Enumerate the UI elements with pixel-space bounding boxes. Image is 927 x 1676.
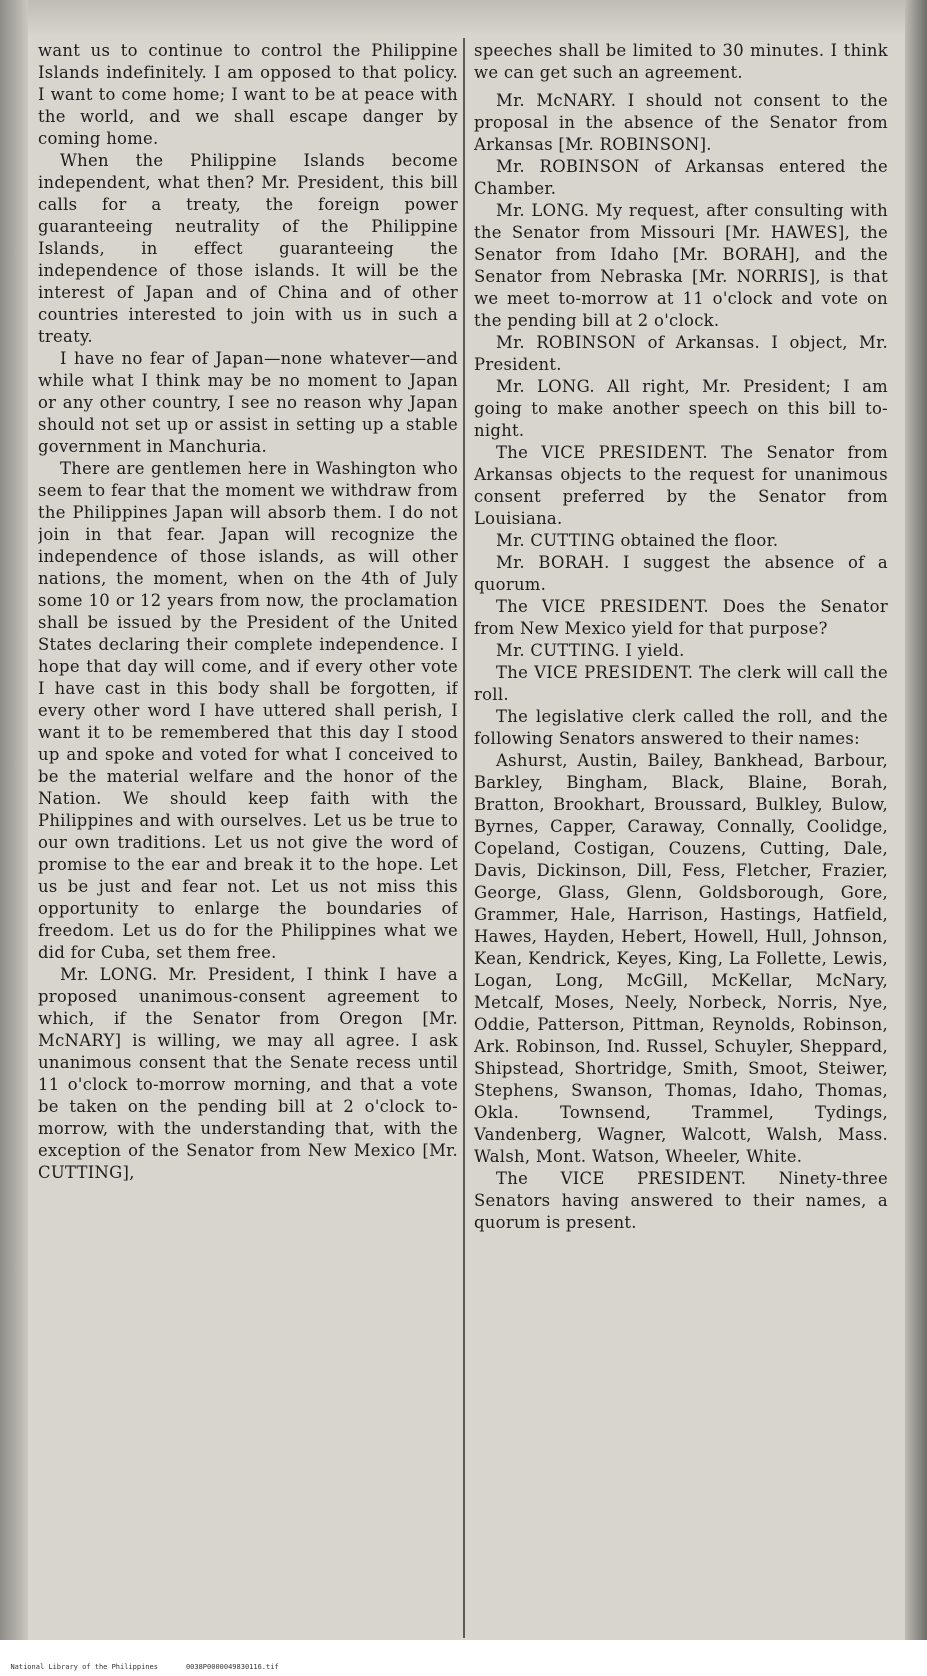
paragraph: The VICE PRESIDENT. The clerk will call the roll.: [474, 663, 888, 704]
paragraph: want us to continue to control the Philippine Islands indefinitely. I am opposed to that policy. I want to come home; I want to be at peace with the world, and we shall escape danger by coming home.: [38, 41, 458, 148]
paragraph: Mr. BORAH. I suggest the absence of a quorum.: [474, 553, 888, 594]
column-divider: [463, 38, 465, 1638]
left-text-column: [38, 40, 458, 1640]
senator-roll-list: Ashurst, Austin, Bailey, Bankhead, Barbour, Barkley, Bingham, Black, Blaine, Borah, Bratton, Brookhart, Broussard, Bulkley, Bulow, Byrnes, Capper, Caraway, Connally, Coolidge, Copeland, Costigan, Couzens, Cutting, Dale, Davis, Dickinson, Dill, Fess, Fletcher, Frazier, George, Glass, Glenn, Goldsborough, Gore, Grammer, Hale, Harrison, Hastings, Hatfield, Hawes, Hayden, Hebert, Howell, Hull, Johnson, Kean, Kendrick, Keyes, King, La Follette, Lewis, Logan, Long, McGill, McKellar, McNary, Metcalf, Moses, Neely, Norbeck, Norris, Nye, Oddie, Patterson, Pittman, Reynolds, Robinson, Ark. Robinson, Ind. Russel, Schuyler, Sheppard, Shipstead, Shortridge, Smith, Smoot, Steiwer, Stephens, Swanson, Thomas, Idaho, Thomas, Okla. Townsend, Trammel, Tydings, Vandenberg, Wagner, Walcott, Walsh, Mass. Walsh, Mont. Watson, Wheeler, White.: [474, 751, 888, 1166]
paragraph: The legislative clerk called the roll, and the following Senators answered to their names:: [474, 707, 888, 748]
paragraph: Mr. McNARY. I should not consent to the proposal in the absence of the Senator from Arkansas [Mr. ROBINSON].: [474, 91, 888, 154]
paragraph: When the Philippine Islands become independent, what then? Mr. President, this bill calls for a treaty, the foreign power guaranteeing neutrality of the Philippine Islands, in effect guaranteeing the independence of those islands. It will be the interest of Japan and of China and of other countries interested to join with us in such a treaty.: [38, 151, 458, 346]
paragraph: The VICE PRESIDENT. Ninety-three Senators having answered to their names, a quorum is present.: [474, 1169, 888, 1232]
paragraph: Mr. LONG. My request, after consulting with the Senator from Missouri [Mr. HAWES], the Senator from Idaho [Mr. BORAH], and the Senator from Nebraska [Mr. NORRIS], is that we meet to-morrow at 11 o'clock and vote on the pending bill at 2 o'clock.: [474, 201, 888, 330]
scan-footer: [0, 1640, 927, 1671]
paragraph: I have no fear of Japan—none whatever—and while what I think may be no moment to Japan or any other country, I see no reason why Japan should not set up or assist in setting up a stable government in Manchuria.: [38, 349, 458, 456]
paragraph: Mr. CUTTING. I yield.: [496, 641, 685, 660]
scan-right-edge: [905, 0, 927, 1640]
paragraph: The VICE PRESIDENT. The Senator from Arkansas objects to the request for unanimous consent preferred by the Senator from Louisiana.: [474, 443, 888, 528]
paragraph: Mr. LONG. All right, Mr. President; I am going to make another speech on this bill to-night.: [474, 377, 888, 440]
paragraph: Mr. LONG. Mr. President, I think I have a proposed unanimous-consent agreement to which, if the Senator from Oregon [Mr. McNARY] is willing, we may all agree. I ask unanimous consent that the Senate recess until 11 o'clock to-morrow morning, and that a vote be taken on the pending bill at 2 o'clock to-morrow, with the understanding that, with the exception of the Senator from New Mexico [Mr. CUTTING],: [38, 965, 458, 1182]
paragraph: Mr. ROBINSON of Arkansas. I object, Mr. President.: [474, 333, 888, 374]
paragraph: There are gentlemen here in Washington who seem to fear that the moment we withdraw from the Philippines Japan will absorb them. I do not join in that fear. Japan will recognize the independence of those islands, as will other nations, the moment, when on the 4th of July some 10 or 12 years from now, the proclamation shall be issued by the President of the United States declaring their complete independence. I hope that day will come, and if every other vote I have cast in this body shall be forgotten, if every other word I have uttered shall perish, I want it to be remembered that this day I stood up and spoke and voted for what I conceived to be the material welfare and the honor of the Nation. We should keep faith with the Philippines and with ourselves. Let us be true to our own traditions. Let us not give the word of promise to the ear and break it to the hope. Let us be just and fear not. Let us not miss this opportunity to enlarge the boundaries of freedom. Let us do for the Philippines what we did for Cuba, set them free.: [38, 459, 458, 962]
scan-left-edge: [0, 0, 28, 1640]
paragraph: speeches shall be limited to 30 minutes. I think we can get such an agreement.: [474, 41, 888, 82]
paragraph: Mr. ROBINSON of Arkansas entered the Chamber.: [474, 157, 888, 198]
scan-top-shadow: [0, 0, 927, 36]
library-credit: National Library of the Philippines: [10, 1663, 158, 1671]
right-text-column: [474, 40, 888, 1640]
file-name: 0038P0000049830116.tif: [185, 1663, 279, 1671]
paragraph: Mr. CUTTING obtained the floor.: [496, 531, 779, 550]
paragraph: The VICE PRESIDENT. Does the Senator from New Mexico yield for that purpose?: [474, 597, 888, 638]
